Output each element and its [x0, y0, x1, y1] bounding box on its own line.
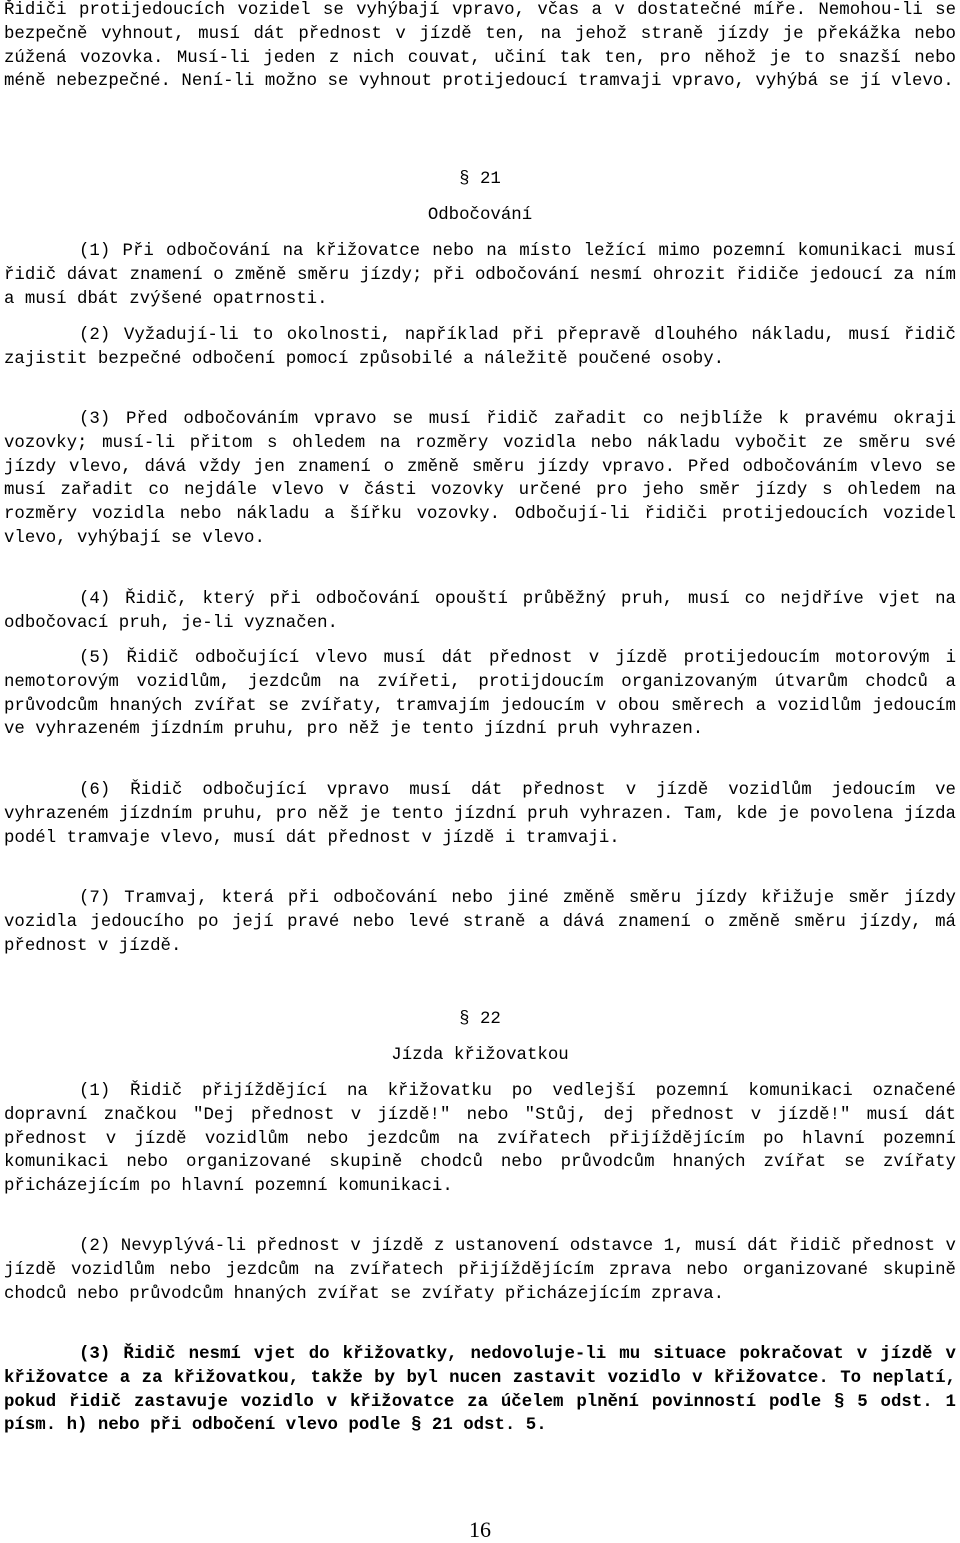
section-number: 22	[480, 1010, 501, 1029]
s21-paragraph-1: (1) Při odbočování na křižovatce nebo na místo ležící mimo pozemní komunikaci musí řidič dávat znamení o změně směru jízdy; při odbočování nesmí ohrozit řidiče jedoucí za ním a musí dbát zvýšené opatrnosti.	[4, 242, 956, 309]
s21-paragraph-7: (7) Tramvaj, která při odbočování nebo jiné změně směru jízdy křižuje směr jízdy vozidla jedoucího po její pravé nebo levé straně a dává znamení o změně směru jízdy, má přednost v jízdě.	[4, 889, 956, 956]
section-22-heading	[4, 1008, 956, 1032]
s22-paragraph-1: (1) Řidič přijíždějící na křižovatku po vedlejší pozemní komunikaci označené dopravní značkou "Dej přednost v jízdě!" nebo "Stůj, dej přednost v jízdě!" musí dát přednost v jízdě vozidlům nebo jezdcům na zvířatech přijíždějícím po hlavní pozemní komunikaci nebo organizované skupině chodců nebo průvodcům hnaných zvířat se zvířaty přicházejícím po hlavní pozemní komunikaci.	[4, 1082, 956, 1197]
section-symbol: §	[459, 1010, 470, 1029]
page-number: 16	[469, 1517, 491, 1542]
intro-paragraph: Řidiči protijedoucích vozidel se vyhýbají vpravo, včas a v dostatečné míře. Nemohou-li se bezpečně vyhnout, musí dát přednost v jízdě ten, na jehož straně jízdy je překážka nebo zúžená vozovka. Musí-li jeden z nich couvat, učiní tak ten, pro něhož je to snazší nebo méně nebezpečné. Není-li možno se vyhnout protijedoucí tramvaji vpravo, vyhýbá se jí vlevo.	[4, 1, 956, 92]
s22-paragraph-3-bold: (3) Řidič nesmí vjet do křižovatky, nedovoluje-li mu situace pokračovat v jízdě v křižovatce a za křižovatkou, takže by byl nucen zastavit vozidlo v křižovatce. To neplatí, pokud řidič zastavuje vozidlo v křižovatce za účelem plnění povinností podle § 5 odst. 1 písm. h) nebo při odbočení vlevo podle § 21 odst. 5.	[4, 1345, 956, 1436]
s21-paragraph-3: (3) Před odbočováním vpravo se musí řidič zařadit co nejblíže k pravému okraji vozovky; musí-li přitom s ohledem na rozměry vozidla nebo nákladu vybočit ze směru své jízdy vlevo, dává vždy jen znamení o změně směru jízdy vpravo. Před odbočováním vlevo se musí zařadit co nejdále vlevo v části vozovky určené pro jeho směr jízdy s ohledem na rozměry vozidla nebo nákladu a šířku vozovky. Odbočují-li řidiči protijedoucích vozidel vlevo, vyhýbají se vlevo.	[4, 410, 956, 548]
section-symbol: §	[459, 170, 470, 189]
s21-paragraph-4: (4) Řidič, který při odbočování opouští průběžný pruh, musí co nejdříve vjet na odbočovací pruh, je-li vyznačen.	[4, 590, 956, 633]
section-21-heading	[4, 168, 956, 192]
s22-paragraph-2: (2) Nevyplývá-li přednost v jízdě z ustanovení odstavce 1, musí dát řidič přednost v jízdě vozidlům nebo jezdcům na zvířatech přijíždějícím zprava nebo organizované skupině chodců nebo průvodcům hnaných zvířat se zvířaty přicházejícím zprava.	[4, 1237, 956, 1304]
s21-paragraph-5: (5) Řidič odbočující vlevo musí dát přednost v jízdě protijedoucím motorovým i nemotorovým vozidlům, jezdcům na zvířeti, protijdoucím organizovaným útvarům chodců a průvodcům hnaných zvířat se zvířaty, tramvajím jedoucím v obou směrech a vozidlům jedoucím ve vyhrazeném jízdním pruhu, pro něž je tento jízdní pruh vyhrazen.	[4, 649, 956, 740]
section-22-title: Jízda křižovatkou	[391, 1046, 569, 1065]
s21-paragraph-6: (6) Řidič odbočující vpravo musí dát přednost v jízdě vozidlům jedoucím ve vyhrazeném jízdním pruhu, pro něž je tento jízdní pruh vyhrazen. Tam, kde je povolena jízda podél tramvaje vlevo, musí dát přednost v jízdě i tramvaji.	[4, 781, 956, 848]
section-21-title: Odbočování	[427, 206, 533, 225]
section-number: 21	[480, 170, 501, 189]
s21-paragraph-2: (2) Vyžadují-li to okolnosti, například při přepravě dlouhého nákladu, musí řidič zajistit bezpečné odbočení pomocí způsobilé a náležitě poučené osoby.	[4, 326, 956, 369]
